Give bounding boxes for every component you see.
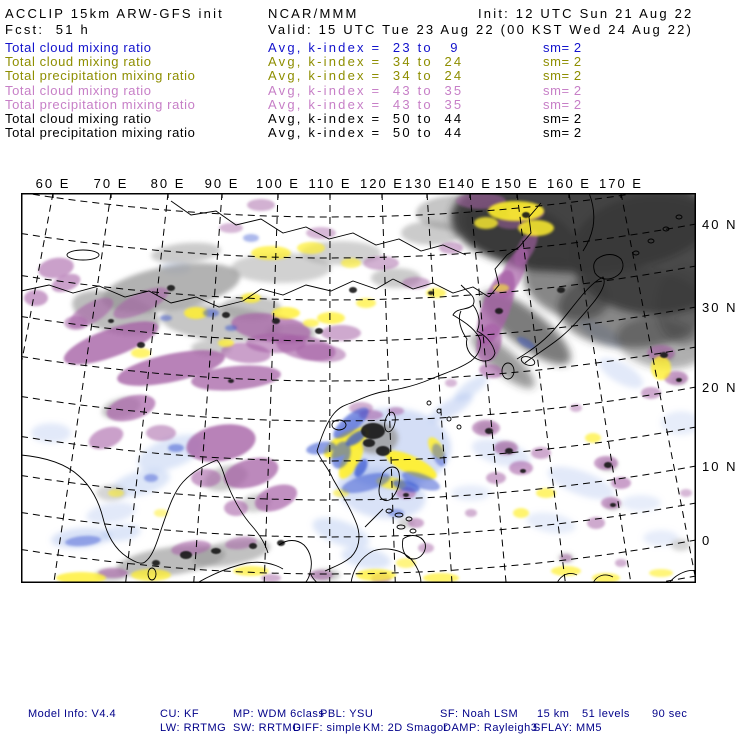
lat-tick-label: 30 N [702, 300, 738, 315]
legend-row-sm: sm= 2 [543, 68, 582, 83]
lon-tick-label: 140 E [448, 176, 492, 191]
diff-scheme: DIFF: simple [293, 722, 362, 734]
legend-row-kindex: Avg, k-index = 34 to 24 [268, 68, 464, 83]
damp-scheme: DAMP: Rayleigh3 [443, 722, 538, 734]
legend-row-sm: sm= 2 [543, 97, 582, 112]
forecast-hour: Fcst: 51 h [5, 22, 90, 37]
lon-tick-label: 160 E [547, 176, 591, 191]
lon-tick-label: 100 E [256, 176, 300, 191]
valid-time: Valid: 15 UTC Tue 23 Aug 22 (00 KST Wed 24 Aug 22) [268, 22, 694, 37]
sf-scheme: SF: Noah LSM [440, 708, 519, 720]
legend-row-sm: sm= 2 [543, 111, 582, 126]
forecast-map [21, 193, 696, 583]
sflay-scheme: SFLAY: MM5 [533, 722, 602, 734]
plot-title: ACCLIP 15km ARW-GFS init [5, 6, 224, 21]
lon-tick-label: 110 E [308, 176, 352, 191]
mp-scheme: MP: WDM 6class [233, 708, 325, 720]
legend-row-label: Total precipitation mixing ratio [5, 68, 196, 83]
grid-spacing: 15 km [537, 708, 570, 720]
legend-row-label: Total precipitation mixing ratio [5, 97, 196, 112]
legend-row-sm: sm= 2 [543, 54, 582, 69]
km-scheme: KM: 2D Smagor [363, 722, 448, 734]
pbl-scheme: PBL: YSU [320, 708, 374, 720]
legend-row-sm: sm= 2 [543, 125, 582, 140]
legend-row-kindex: Avg, k-index = 34 to 24 [268, 54, 464, 69]
legend-row-label: Total cloud mixing ratio [5, 111, 152, 126]
legend-row-kindex: Avg, k-index = 23 to 9 [268, 40, 460, 55]
timestep: 90 sec [652, 708, 688, 720]
cu-scheme: CU: KF [160, 708, 200, 720]
org-label: NCAR/MMM [268, 6, 359, 21]
legend-row-sm: sm= 2 [543, 83, 582, 98]
legend-row-label: Total cloud mixing ratio [5, 54, 152, 69]
legend-row-label: Total cloud mixing ratio [5, 83, 152, 98]
legend-row-kindex: Avg, k-index = 43 to 35 [268, 97, 464, 112]
lw-scheme: LW: RRTMG [160, 722, 227, 734]
lat-tick-label: 0 [702, 533, 712, 548]
lon-tick-label: 60 E [35, 176, 71, 191]
legend-row-kindex: Avg, k-index = 50 to 44 [268, 125, 464, 140]
levels: 51 levels [582, 708, 630, 720]
legend-row-sm: sm= 2 [543, 40, 582, 55]
lat-tick-label: 20 N [702, 380, 738, 395]
lon-tick-label: 90 E [204, 176, 240, 191]
lat-tick-label: 40 N [702, 217, 738, 232]
legend-row-kindex: Avg, k-index = 50 to 44 [268, 111, 464, 126]
lon-tick-label: 80 E [150, 176, 186, 191]
legend-row-label: Total cloud mixing ratio [5, 40, 152, 55]
model-version: Model Info: V4.4 [28, 708, 117, 720]
lat-tick-label: 10 N [702, 459, 738, 474]
lon-tick-label: 170 E [599, 176, 643, 191]
sw-scheme: SW: RRTMG [233, 722, 302, 734]
init-time: Init: 12 UTC Sun 21 Aug 22 [478, 6, 694, 21]
legend-row-kindex: Avg, k-index = 43 to 35 [268, 83, 464, 98]
legend-row-label: Total precipitation mixing ratio [5, 125, 196, 140]
lon-tick-label: 70 E [93, 176, 129, 191]
lon-tick-label: 150 E [495, 176, 539, 191]
lon-tick-label: 120 E [360, 176, 404, 191]
lon-tick-label: 130 E [405, 176, 449, 191]
